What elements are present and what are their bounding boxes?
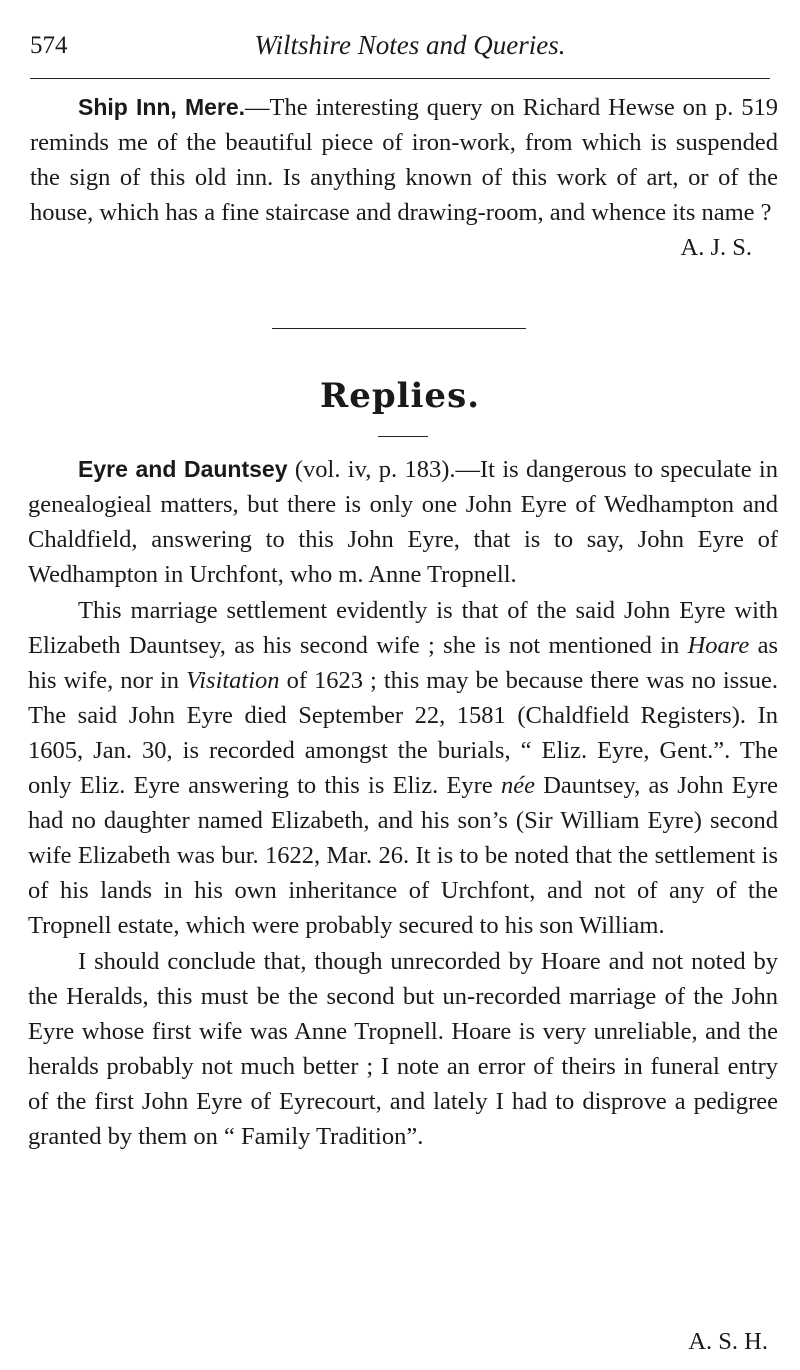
page-header [28,28,772,68]
reply-lead-in: Eyre and Dauntsey [78,456,288,482]
query-paragraph [30,90,778,230]
reply-paragraph-2-text-d: Dauntsey, as John Eyre had no daughter named Elizabeth, and his son’s (Sir William Eyre) second wife Elizabeth was bur. 1622, Mar. 26. It is to be noted that the settlement is of his lands in his own inheritance of Urchfont, and not of any of the Tropnell estate, which were probably secured to his son William. [28,772,779,939]
reply-paragraph-2 [28,593,778,943]
reply-paragraph-1-text: (vol. iv, p. 183).—It is dangerous to speculate in genealogieal matters, but there is only one John Eyre of Wedhampton and Chaldfield, answering to this John Eyre, that is to say, John Eyre of Wedhampton in Urchfont, who m. Anne Tropnell. [28,456,778,588]
hoare-citation: Hoare [687,632,750,659]
query-text: —The interesting query on Richard Hewse on p. 519 reminds me of the beautiful piece of iron-work, from which is suspended the sign of this old inn. Is anything known of this work of art, or of the house, which has a fine staircase and drawing-room, and whence its name ? [30,94,778,226]
reply-paragraph-2-text-c: of 1623 ; this may be because there was no issue. The said John Eyre died September 22, 1581 (Chaldfield Registers). In 1605, Jan. 30, is recorded amongst the burials, “ Eliz. Eyre, Gent.”. The only Eliz. Eyre answering to this is Eliz. Eyre [28,667,778,799]
heading-rule [378,436,428,437]
query-lead-in: Ship Inn, Mere. [78,94,246,120]
page-number: 574 [30,32,68,59]
replies-heading: Replies. [319,376,481,416]
reply-paragraph-1 [28,452,778,592]
header-rule [30,78,770,79]
reply-signature: A. S. H. [688,1328,768,1355]
reply-paragraph-2-text-b: as his wife, nor in [28,632,778,694]
visitation-citation: Visitation [186,667,280,694]
reply-paragraph-2-text-a: This marriage settlement evidently is that of the said John Eyre with Elizabeth Dauntsey, as his second wife ; she is not mentioned in [28,597,778,659]
section-divider-rule [272,328,526,329]
nee-term: née [500,772,535,799]
running-title: Wiltshire Notes and Queries. [254,30,566,60]
reply-paragraph-3: I should conclude that, though unrecorded by Hoare and not noted by the Heralds, this must be the second but un-recorded marriage of the John Eyre whose first wife was Anne Tropnell. Hoare is very unreliable, and the heralds probably not much better ; I note an error of theirs in funeral entry of the first John Eyre of Eyrecourt, and lately I had to disprove a pedigree granted by them on “ Family Tradition”. [28,948,778,1150]
query-ship-inn [30,90,778,265]
reply-eyre-dauntsey [28,452,778,1155]
query-signature: A. J. S. [680,234,752,261]
